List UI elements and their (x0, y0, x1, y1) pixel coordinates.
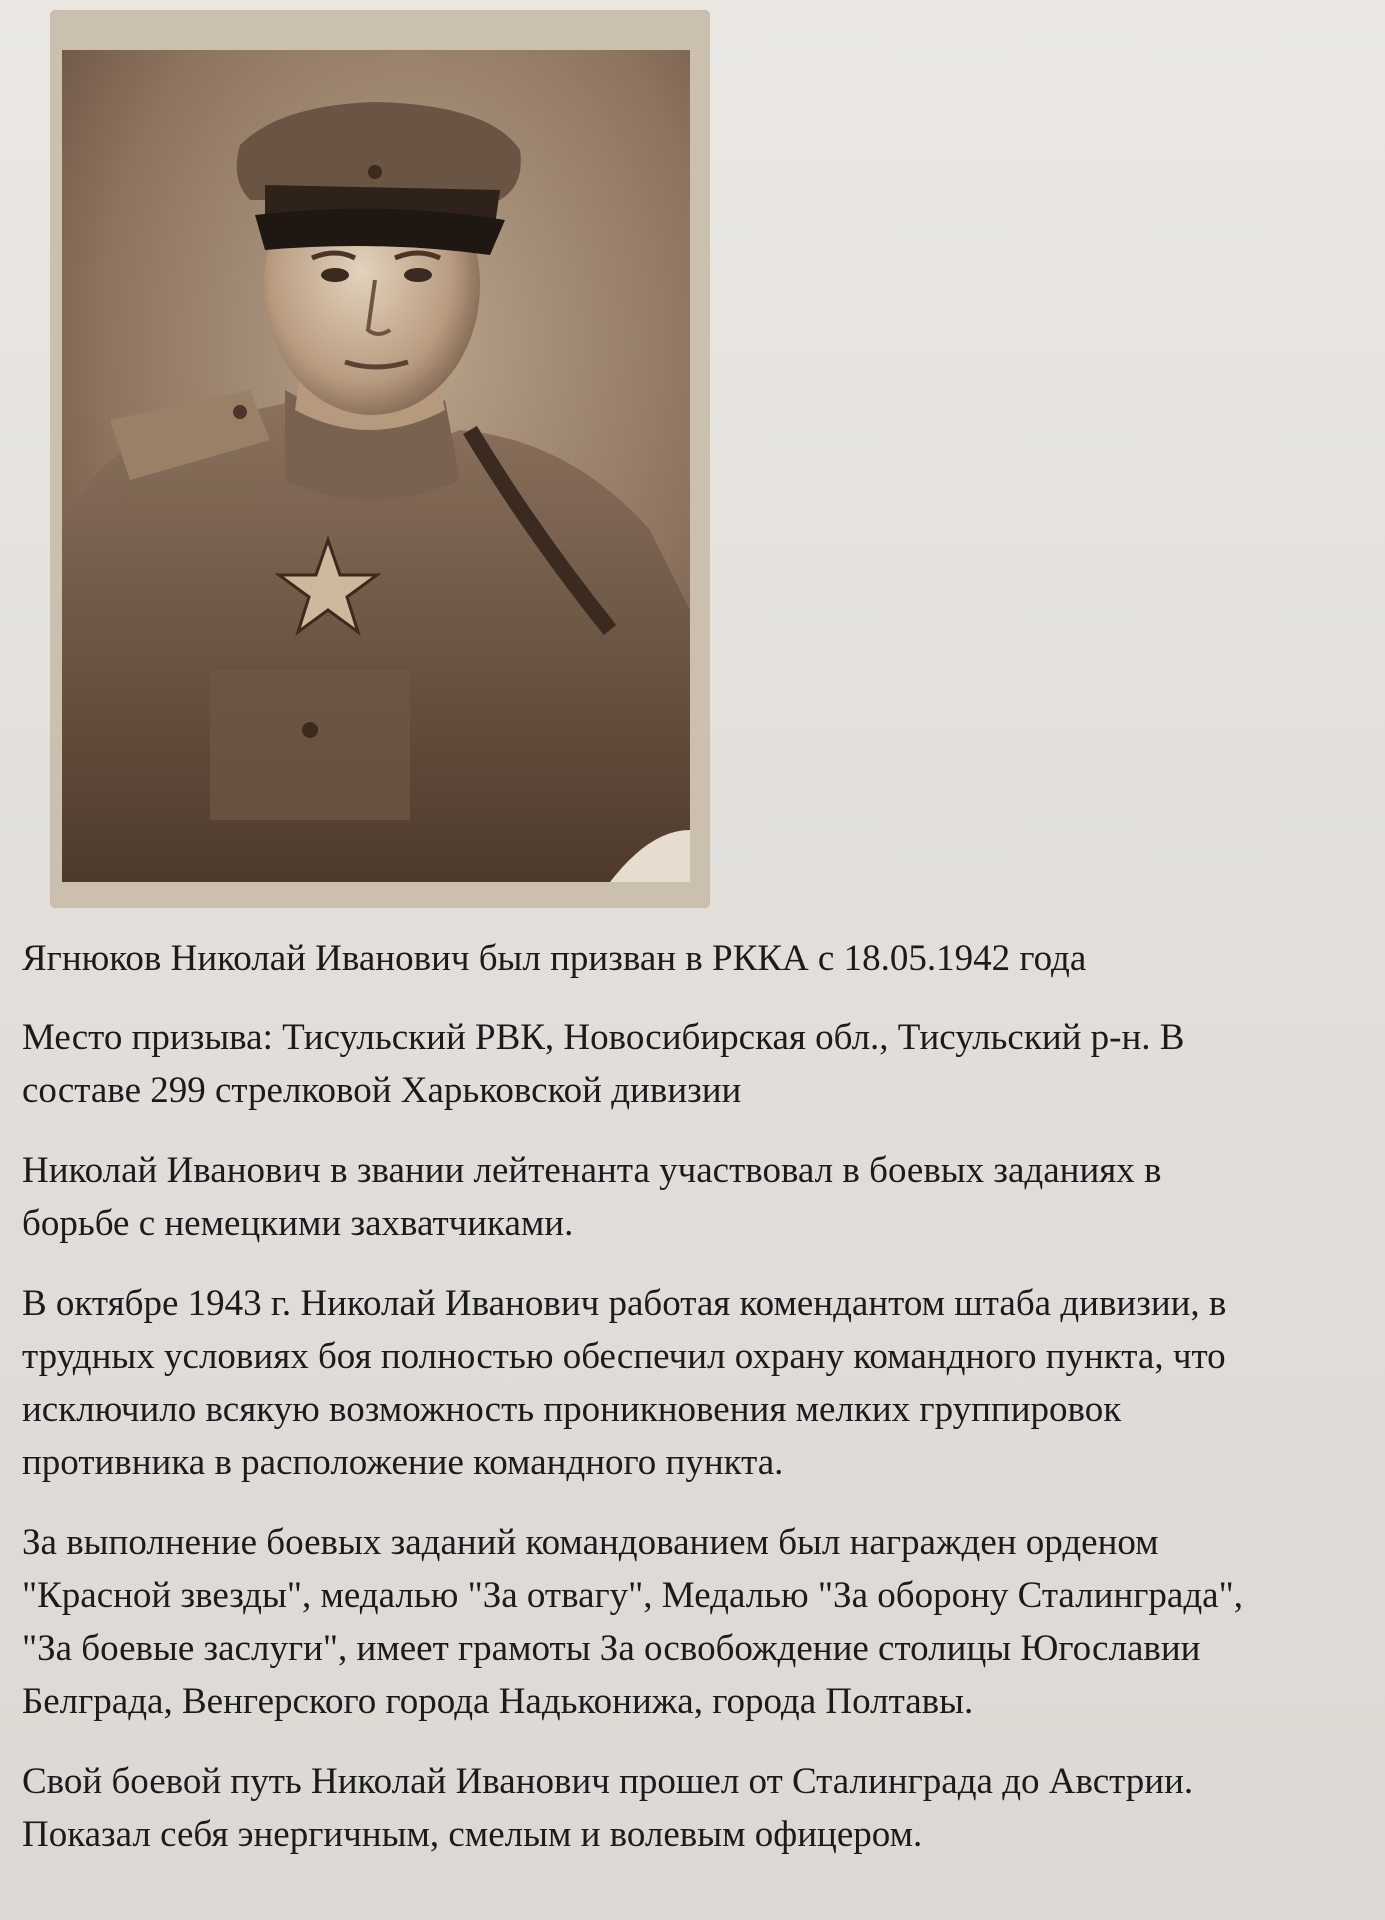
paragraph-place-of-conscription: Место призыва: Тисульский РВК, Новосибирская обл., Тисульский р-н. В составе 299 стрелковой Харьковской дивизии (22, 1017, 1185, 1111)
paragraph-combat-path: Свой боевой путь Николай Иванович прошел от Сталинграда до Австрии. Показал себя энергичным, смелым и волевым офицером. (22, 1761, 1194, 1855)
portrait-photo (50, 10, 710, 908)
paragraph-conscription: Ягнюков Николай Иванович был призван в РККА с 18.05.1942 года (22, 938, 1087, 979)
paragraph-october-1943: В октябре 1943 г. Николай Иванович работая комендантом штаба дивизии, в трудных условиях боя полностью обеспечил охрану командного пункта, что исключило всякую возможность проникновения мелких группировок противника в расположение командного пункта. (22, 1283, 1227, 1483)
paragraph-awards: За выполнение боевых заданий командованием был награжден орденом "Красной звезды", медалью "За отвагу", Медалью "За оборону Сталинграда", "За боевые заслуги", имеет грамоты За освобождение столицы Югославии Белграда, Венгерского города Надьконижа, города Полтавы. (22, 1522, 1243, 1722)
biography-text (22, 932, 1362, 1888)
paragraph-rank: Николай Иванович в звании лейтенанта участвовал в боевых заданиях в борьбе с немецкими захватчиками. (22, 1150, 1162, 1244)
portrait-photo-icon (50, 10, 710, 908)
